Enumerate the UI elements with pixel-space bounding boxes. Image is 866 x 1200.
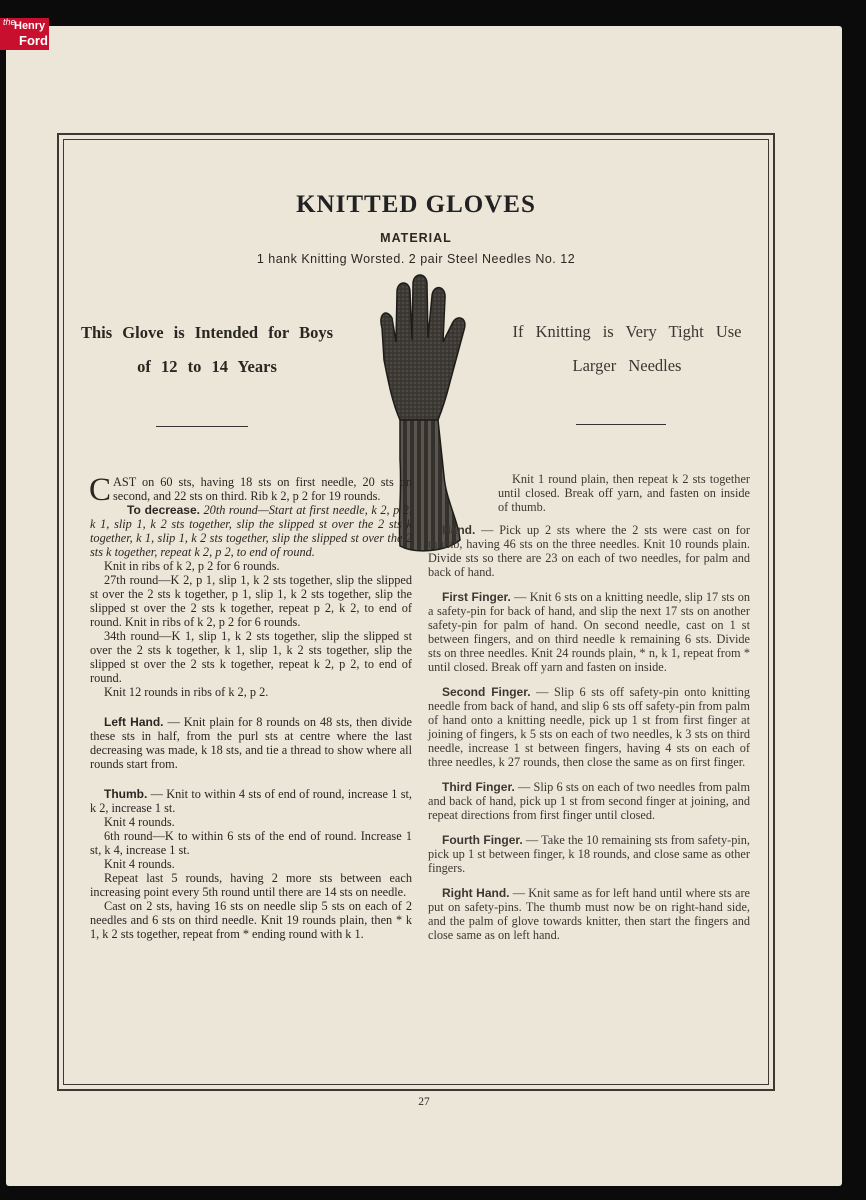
tight-knitting-note: If Knitting is Very Tight Use Larger Needles [512, 322, 742, 375]
thumb-paragraph-4: Knit 4 rounds. [104, 857, 175, 871]
page-title: KNITTED GLOVES [296, 191, 536, 218]
right-column [428, 472, 750, 942]
thumb-paragraph [90, 787, 412, 815]
material-heading: MATERIAL [380, 231, 452, 245]
henry-ford-logo[interactable] [0, 18, 49, 50]
hand-heading: Hand. [442, 523, 476, 537]
first-finger-paragraph [428, 590, 750, 674]
left-hand-text: — Knit plain for 8 rounds on 48 sts, then divide these sts in half, from the purl sts at centre where the last decreasing was made, k 18 sts, and tie a thread to show where all rounds start from. [90, 715, 413, 771]
page-number: 27 [418, 1096, 430, 1108]
round-27-paragraph: 27th round—K 2, p 1, slip 1, k 2 sts together, slip the slipped st over the 2 sts k together, p 1, slip 1, k 2 sts together, slip the slipped st over the 2 sts k together, repeat p 2, k 2, to end of round. Knit in ribs of k 2, p 2 for 6 rounds. [90, 573, 412, 629]
decrease-heading: To decrease. [127, 503, 200, 517]
age-note: This Glove is Intended for Boys of 12 to 14 Years [80, 323, 334, 376]
supplies-line: 1 hank Knitting Worsted. 2 pair Steel Needles No. 12 [256, 252, 576, 266]
decrease-round-20: 20th round—Start at first needle, k 2, p 2, k 1, slip 1, k 2 sts together, slip the slipped st over the 2 sts k together, k 1, slip 1, k 2 sts together, slip the slipped st over the 2 sts k together, repeat k 2, p 2, to end of round. [90, 503, 413, 559]
third-finger-text: — Slip 6 sts on each of two needles from palm and back of hand, pick up 1 st from second finger at joining, and repeat directions from first finger until closed. [428, 780, 751, 822]
fourth-finger-heading: Fourth Finger. [442, 833, 523, 847]
right-hand-paragraph [428, 886, 750, 942]
right-hand-heading: Right Hand. [442, 886, 510, 900]
divider-right [576, 424, 666, 425]
decrease-paragraph [90, 503, 412, 559]
logo-text-the: the [3, 17, 16, 27]
left-hand-heading: Left Hand. [104, 715, 164, 729]
second-finger-heading: Second Finger. [442, 685, 531, 699]
thumb-paragraph-6: Cast on 2 sts, having 16 sts on needle slip 5 sts on each of 2 needles and 6 sts on third needle. Knit 19 rounds plain, then * k 1, k 2 sts together, repeat from * ending round with k 1. [90, 899, 412, 941]
round-34-paragraph: 34th round—K 1, slip 1, k 2 sts together, slip the slipped st over the 2 sts k together, k 1, slip 1, k 2 sts together, slip the slipped st over the 2 sts k together, repeat k 2, p 2, to end of round. [90, 629, 412, 685]
right-hand-text: — Knit same as for left hand until where sts are put on safety-pins. The thumb must now be on right-hand side, and the palm of glove towards knitter, then start the fingers and close same as on left hand. [428, 886, 751, 942]
thumb-paragraph-2: Knit 4 rounds. [104, 815, 175, 829]
first-finger-heading: First Finger. [442, 590, 511, 604]
first-finger-text: — Knit 6 sts on a knitting needle, slip 17 sts on a safety-pin for back of hand, and slip the next 17 sts on another safety-pin for palm of hand. On second needle, cast on 1 st between fingers, and on third needle k remaining 6 sts. Divide sts on three needles. Knit 24 rounds plain, * n, k 1, repeat from * until closed. Break off yarn and fasten on inside. [428, 590, 751, 674]
third-finger-heading: Third Finger. [442, 780, 515, 794]
logo-text-henry: Henry [14, 20, 46, 32]
fourth-finger-paragraph [428, 833, 750, 875]
book-page [6, 26, 842, 1186]
left-column [89, 472, 413, 941]
ribs-paragraph-1: Knit in ribs of k 2, p 2 for 6 rounds. [104, 559, 280, 573]
ribs-paragraph-2: Knit 12 rounds in ribs of k 2, p 2. [104, 685, 269, 699]
left-hand-paragraph [90, 715, 412, 771]
thumb-end-paragraph: Knit 1 round plain, then repeat k 2 sts together until closed. Break off yarn, and fasten on inside of thumb. [498, 472, 750, 514]
thumb-heading: Thumb. [104, 787, 148, 801]
fourth-finger-text: — Take the 10 remaining sts from safety-pin, pick up 1 st between finger, k 18 rounds, and close same as other fingers. [428, 833, 750, 875]
thumb-paragraph-3: 6th round—K to within 6 sts of the end of round. Increase 1 st, k 4, increase 1 st. [90, 829, 412, 857]
divider-left [156, 426, 248, 427]
third-finger-paragraph [428, 780, 750, 822]
logo-text-ford: Ford [19, 33, 48, 48]
intro-paragraph [89, 472, 412, 508]
hand-text: — Pick up 2 sts where the 2 sts were cast on for thumb, having 46 sts on the three needles. Knit 10 rounds plain. Divide sts so there are 23 on each of two needles, for palm and back of hand. [428, 523, 751, 579]
thumb-text: — Knit to within 4 sts of end of round, increase 1 st, k 2, increase 1 st. [90, 787, 413, 815]
second-finger-text: — Slip 6 sts off safety-pin onto knitting needle from back of hand, and slip 6 sts off safety-pin from palm of hand onto a knitting needle, pick up 1 st from first finger at joining of fingers, k 5 sts on each of two needles, k 3 sts on third needle, increase 1 st between fingers, having 4 sts on each of three needles, k 27 rounds, then close the same as on first finger. [428, 685, 751, 769]
second-finger-paragraph [428, 685, 750, 769]
cast-on-text: AST on 60 sts, having 18 sts on first needle, 20 sts on second, and 22 sts on third. Rib k 2, p 2 for 19 rounds. [113, 475, 412, 503]
thumb-paragraph-5: Repeat last 5 rounds, having 2 more sts between each increasing point every 5th round until there are 14 sts on needle. [90, 871, 412, 899]
drop-cap: C [89, 472, 112, 508]
hand-paragraph [428, 523, 750, 579]
